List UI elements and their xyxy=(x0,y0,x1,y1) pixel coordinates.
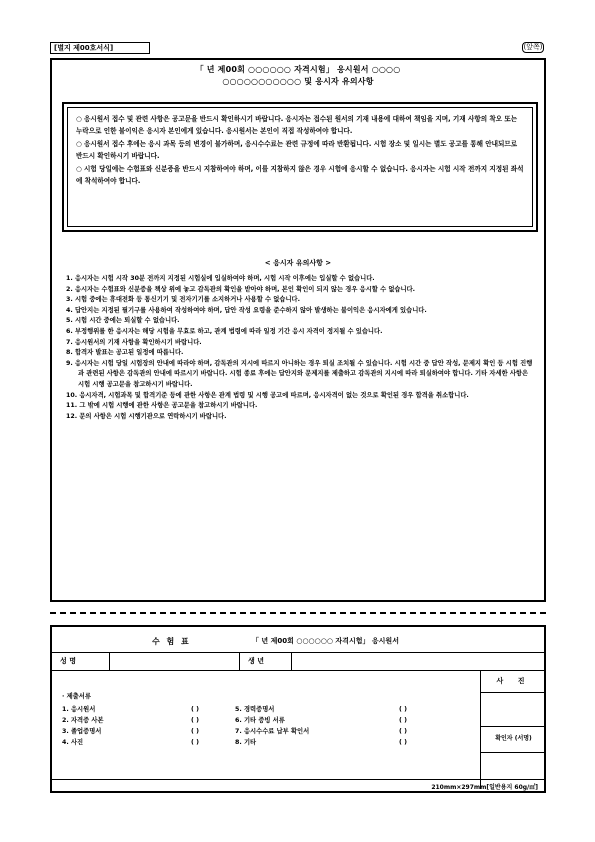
rule-item: 9. 응시자는 시험 당일 시험장의 안내에 따라야 하며, 감독관의 지시에 따르지 아니하는 경우 퇴실 조치될 수 있습니다. 시험 시간 중 답안 작성, 문제지 확인 등 시험 진행과 관련된 사항은 감독관의 안내에 따르시기 바랍니다. 시험 종료 후에는 답안지와 문제지를 제출하고 감독관의 지시에 따라 퇴실하여야 합니다. 기타 자세한 사항은 시험 시행 공고문을 참고하시기 바랍니다. xyxy=(66,359,533,388)
notice-item: ○ 응시원서 접수 및 관련 사항은 공고문을 반드시 확인하시기 바랍니다. 응시자는 접수된 원서의 기재 내용에 대하여 책임을 지며, 기재 사항의 착오 또는 누락으로 인한 불이익은 응시자 본인에게 있습니다. 응시원서는 본인이 직접 작성하여야 합니다. xyxy=(76,115,518,135)
rule-item: 7. 응시원서의 기재 사항을 확인하시기 바랍니다. xyxy=(66,338,202,346)
ticket-subtitle: 「 년 제00회 ○○○○○○ 자격시험」 응시원서 xyxy=(252,637,399,645)
photo-label: 사 진 xyxy=(481,671,546,693)
photo-box xyxy=(480,671,546,789)
rule-item: 8. 합격자 발표는 공고된 일정에 따릅니다. xyxy=(66,349,184,357)
document-title-line2: ○○○○○○○○○○○ 및 응시자 유의사항 xyxy=(222,77,374,86)
verifier-signature: 확인자 (서명) xyxy=(481,727,546,753)
photo-area xyxy=(481,693,546,727)
application-instructions-box xyxy=(50,58,546,602)
applicant-info-row xyxy=(52,653,544,671)
rule-item: 10. 응시자격, 시험과목 및 합격기준 등에 관한 사항은 관계 법령 및 시행 공고에 따르며, 응시자격이 없는 것으로 확인된 경우 합격을 취소합니다. xyxy=(66,391,469,399)
rule-item: 3. 시험 중에는 휴대전화 등 통신기기 및 전자기기를 소지하거나 사용할 수 없습니다. xyxy=(66,296,301,304)
list-item: 4. 사진 ( ) 8. 기타 ( ) xyxy=(62,739,407,746)
list-item: 3. 졸업증명서 ( ) 7. 응시수수료 납부 확인서 ( ) xyxy=(62,728,407,735)
list-item: 1. 응시원서 ( ) 5. 경력증명서 ( ) xyxy=(62,706,407,713)
rules-section-title: < 응시자 유의사항 > xyxy=(264,259,332,267)
cut-line xyxy=(50,612,546,614)
rule-item: 2. 응시자는 수험표와 신분증을 책상 위에 놓고 감독관의 확인을 받아야 하며, 본인 확인이 되지 않는 경우 응시할 수 없습니다. xyxy=(66,285,416,293)
rule-item: 6. 부정행위를 한 응시자는 해당 시험을 무효로 하고, 관계 법령에 따라 일정 기간 응시 자격이 정지될 수 있습니다. xyxy=(66,327,383,335)
form-number-tag: [별지 제00호서식] xyxy=(50,42,150,54)
rules-list xyxy=(66,274,536,422)
notice-box xyxy=(62,102,538,232)
list-item: 2. 자격증 사본 ( ) 6. 기타 증빙 서류 ( ) xyxy=(62,717,407,724)
exam-ticket-form xyxy=(50,625,546,793)
checklist-heading: · 제출서류 xyxy=(62,693,91,700)
notice-item: ○ 시험 당일에는 수험표와 신분증을 반드시 지참하여야 하며, 이를 지참하지 않은 경우 시험에 응시할 수 없습니다. 응시자는 시험 시작 전까지 지정된 좌석에 착석하여야 합니다. xyxy=(76,165,524,185)
ticket-title-row xyxy=(52,627,544,653)
birth-field[interactable] xyxy=(292,653,546,671)
name-label: 성 명 xyxy=(52,653,110,671)
rule-item: 4. 답안지는 지정된 필기구를 사용하여 작성하여야 하며, 답안 작성 요령을 준수하지 않아 발생하는 불이익은 응시자에게 있습니다. xyxy=(66,306,427,314)
page-side-tag: (앞쪽) xyxy=(523,43,543,51)
rule-item: 1. 응시자는 시험 시작 30분 전까지 지정된 시험실에 입실하여야 하며, 시험 시작 이후에는 입실할 수 없습니다. xyxy=(66,275,375,282)
documents-checklist xyxy=(62,691,472,748)
ticket-title: 수 험 표 xyxy=(152,637,191,646)
rule-item: 11. 그 밖에 시험 시행에 관한 사항은 공고문을 참고하시기 바랍니다. xyxy=(66,402,258,410)
form-footer xyxy=(52,779,544,793)
paper-spec: 210mm×297mm[일반용지 60g/㎡] xyxy=(431,784,538,791)
document-title-line1: 「 년 제00회 ○○○○○○ 자격시험」 응시원서 ○○○○ xyxy=(195,65,401,74)
rule-item: 12. 문의 사항은 시험 시행기관으로 연락하시기 바랍니다. xyxy=(66,412,227,420)
notice-item: ○ 응시원서 접수 후에는 응시 과목 등의 변경이 불가하며, 응시수수료는 관련 규정에 따라 반환됩니다. 시험 장소 및 일시는 별도 공고를 통해 안내되므로 반드시 확인하시기 바랍니다. xyxy=(76,140,518,160)
name-field[interactable] xyxy=(110,653,240,671)
rule-item: 5. 시험 시간 중에는 퇴실할 수 없습니다. xyxy=(66,317,180,325)
birth-label: 생 년 xyxy=(240,653,292,671)
